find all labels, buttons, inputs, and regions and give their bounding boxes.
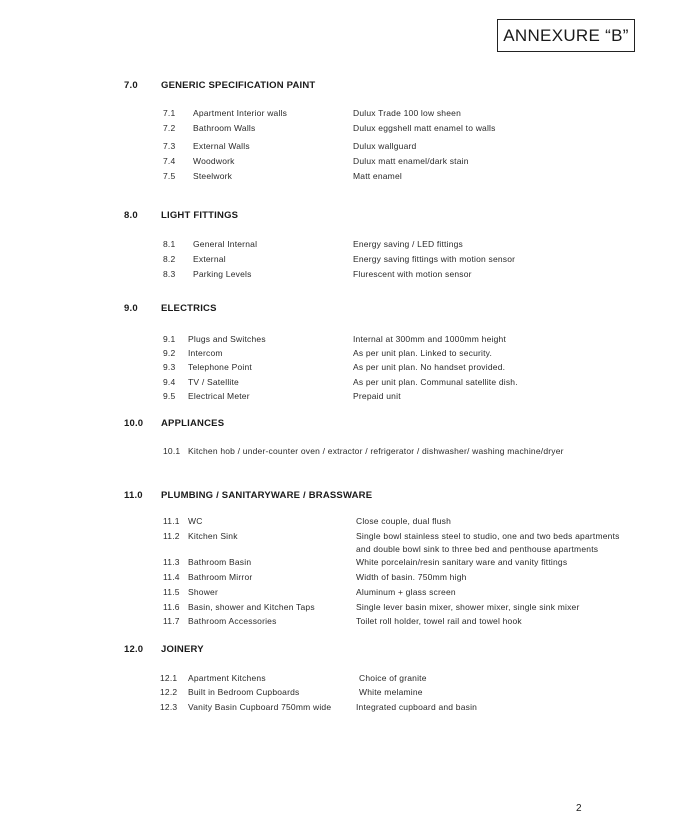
item-label: Apartment Interior walls	[193, 108, 288, 118]
item-spec-continued: and double bowl sink to three bed and penthouse apartments	[356, 544, 599, 554]
item-number: 11.2	[163, 531, 180, 541]
item-number: 12.2	[160, 687, 178, 697]
item-label: Built in Bedroom Cupboards	[188, 687, 300, 697]
item-spec: Energy saving / LED fittings	[353, 239, 464, 249]
item-label: Apartment Kitchens	[188, 673, 266, 683]
item-number: 8.3	[163, 269, 176, 279]
item-label: TV / Satellite	[188, 377, 239, 387]
section-number: 11.0	[124, 490, 143, 501]
item-spec: Choice of granite	[359, 673, 427, 683]
item-label: Vanity Basin Cupboard 750mm wide	[188, 702, 332, 712]
item-number: 7.5	[163, 171, 176, 181]
item-spec: Energy saving fittings with motion sensor	[353, 254, 516, 264]
item-label: Intercom	[188, 348, 223, 358]
item-label: Telephone Point	[188, 362, 252, 372]
annexure-label: ANNEXURE “B”	[497, 19, 635, 52]
item-number: 11.6	[163, 602, 180, 612]
item-number: 7.2	[163, 123, 176, 133]
item-label: Bathroom Accessories	[188, 616, 277, 626]
page-number: 2	[576, 803, 582, 814]
item-number: 11.7	[163, 616, 180, 626]
section-number: 12.0	[124, 644, 144, 655]
section-number: 9.0	[124, 303, 138, 314]
item-spec: As per unit plan. Communal satellite dish.	[353, 377, 518, 387]
item-spec: White porcelain/resin sanitary ware and vanity fittings	[356, 557, 568, 567]
item-label: WC	[188, 516, 203, 526]
item-label: General Internal	[193, 239, 258, 249]
item-spec: Matt enamel	[353, 171, 402, 181]
item-number: 9.1	[163, 334, 176, 344]
item-label: Bathroom Basin	[188, 557, 252, 567]
item-spec: Prepaid unit	[353, 391, 401, 401]
item-number: 12.3	[160, 702, 178, 712]
item-spec: Single bowl stainless steel to studio, one and two beds apartments	[356, 531, 620, 541]
section-number: 8.0	[124, 210, 138, 221]
item-number: 11.4	[163, 572, 180, 582]
item-number: 10.1	[163, 446, 181, 456]
item-label: Basin, shower and Kitchen Taps	[188, 602, 315, 612]
item-spec: Dulux wallguard	[353, 141, 417, 151]
item-number: 9.3	[163, 362, 176, 372]
item-number: 8.2	[163, 254, 176, 264]
section-title: GENERIC SPECIFICATION PAINT	[161, 80, 316, 91]
section-title: PLUMBING / SANITARYWARE / BRASSWARE	[161, 490, 373, 501]
item-label: Kitchen hob / under-counter oven / extractor / refrigerator / dishwasher/ washing machine/dryer	[188, 446, 564, 456]
item-number: 7.4	[163, 156, 176, 166]
item-spec: Single lever basin mixer, shower mixer, single sink mixer	[356, 602, 580, 612]
item-label: Parking Levels	[193, 269, 252, 279]
item-label: Steelwork	[193, 171, 233, 181]
item-label: Plugs and Switches	[188, 334, 266, 344]
item-spec: Dulux matt enamel/dark stain	[353, 156, 469, 166]
item-spec: Toilet roll holder, towel rail and towel hook	[356, 616, 522, 626]
item-spec: Width of basin. 750mm high	[356, 572, 467, 582]
item-spec: Dulux eggshell matt enamel to walls	[353, 123, 496, 133]
item-spec: As per unit plan. No handset provided.	[353, 362, 506, 372]
item-spec: Dulux Trade 100 low sheen	[353, 108, 462, 118]
item-label: Bathroom Mirror	[188, 572, 253, 582]
item-label: Bathroom Walls	[193, 123, 256, 133]
item-number: 11.5	[163, 587, 180, 597]
item-spec: White melamine	[359, 687, 423, 697]
item-number: 11.1	[163, 516, 180, 526]
item-spec: Aluminum + glass screen	[356, 587, 456, 597]
section-number: 10.0	[124, 418, 144, 429]
item-label: Electrical Meter	[188, 391, 250, 401]
item-label: Shower	[188, 587, 219, 597]
item-spec: As per unit plan. Linked to security.	[353, 348, 493, 358]
item-number: 8.1	[163, 239, 176, 249]
item-label: External	[193, 254, 226, 264]
item-spec: Integrated cupboard and basin	[356, 702, 478, 712]
item-number: 11.3	[163, 557, 180, 567]
section-title: APPLIANCES	[161, 418, 225, 429]
item-label: External Walls	[193, 141, 250, 151]
item-number: 9.4	[163, 377, 176, 387]
item-label: Kitchen Sink	[188, 531, 238, 541]
section-title: JOINERY	[161, 644, 204, 655]
item-spec: Flurescent with motion sensor	[353, 269, 472, 279]
section-number: 7.0	[124, 80, 138, 91]
item-number: 12.1	[160, 673, 178, 683]
item-spec: Internal at 300mm and 1000mm height	[353, 334, 507, 344]
item-number: 7.3	[163, 141, 176, 151]
item-spec: Close couple, dual flush	[356, 516, 452, 526]
item-number: 7.1	[163, 108, 176, 118]
section-title: LIGHT FITTINGS	[161, 210, 239, 221]
section-title: ELECTRICS	[161, 303, 217, 314]
item-number: 9.2	[163, 348, 176, 358]
item-number: 9.5	[163, 391, 176, 401]
item-label: Woodwork	[193, 156, 235, 166]
